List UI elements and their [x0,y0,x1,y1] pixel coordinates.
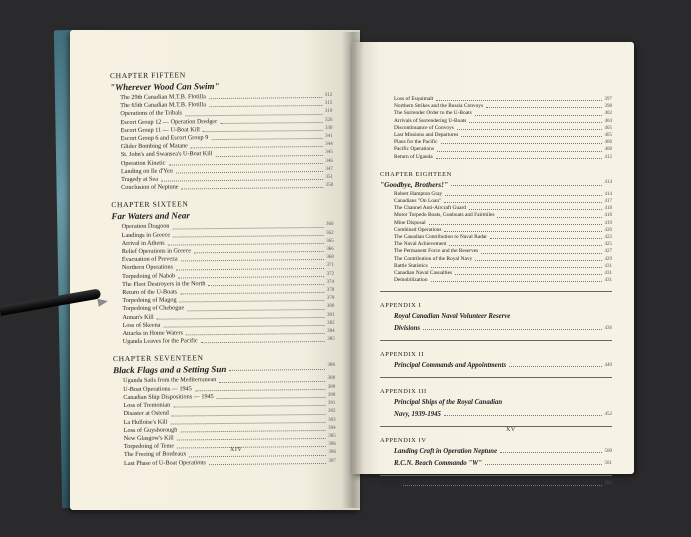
dot-leader [186,328,324,336]
entry-title: Landings in Greece [121,231,171,239]
appendix-title [380,312,612,321]
dot-leader [176,262,324,270]
dot-leader [182,182,323,190]
toc-entry [111,182,333,193]
appendix-title-text: Navy, 1939-1945 [394,411,441,419]
dot-leader [509,361,601,367]
dot-leader [429,220,602,225]
entry-page: 312 [324,92,333,98]
entry-title: Robert Hampton Gray [394,190,443,197]
entry-page: 395 [328,433,336,439]
entry-title: Pacific Operations [394,146,434,153]
entry-title: Conclusion of Neptune [121,183,179,192]
dot-leader [486,103,601,108]
entry-page: 385 [327,337,335,343]
entry-page: 402 [604,111,612,117]
dot-leader [431,277,602,282]
dot-leader [189,449,325,457]
dot-leader [178,271,323,279]
toc-entry [113,336,335,347]
entry-title: The Naval Achievement [394,241,447,248]
dot-leader [469,118,601,123]
dot-leader [220,117,322,124]
entry-title: Glider Bombing of Matane [120,142,188,151]
chapter-subtitle [110,80,332,92]
appendix-title-text: Principal Ships of the Royal Canadian [394,399,503,407]
dot-leader [431,263,602,268]
chapter-heading: CHAPTER EIGHTEEN [380,170,452,178]
dot-leader [180,287,324,295]
entry-page: 397 [604,97,612,102]
toc-entry [380,103,612,110]
entry-page: 380 [326,304,335,310]
entry-page: 368 [326,255,334,261]
entry-title: Torpedoing of Chebogue [122,304,185,313]
entry-title: The Surrender Order to the U-Boats [394,110,472,117]
appendix-title-text: Landing Craft in Operation Neptune [394,448,498,456]
entry-page: 412 [604,154,612,160]
dot-leader [168,238,324,246]
entry-title: Loss of Guysborough [123,426,178,434]
dot-leader [173,230,323,238]
entry-page: 315 [324,101,333,107]
dot-leader [436,154,602,159]
entry-page: 347 [325,166,333,172]
entry-title: Operations of the Tribals [120,109,183,118]
entry-title: Uganda Leaves for the Pacific [122,337,198,346]
entry-title: Annan's Kill [122,313,154,321]
entry-title: The Channel Anti-Aircraft Guard [394,205,466,212]
entry-page: 414 [604,191,612,197]
dot-leader [195,384,325,392]
entry-page: 358 [325,183,334,189]
chapter-subtitle-text: Far Waters and Near [111,210,190,222]
entry-page: 392 [327,409,336,415]
dot-leader [168,158,322,166]
entry-title: The 29th Canadian M.T.B. Flotilla [120,93,206,102]
right-folio: XV [506,427,516,433]
toc-entry [380,270,612,277]
entry-title: Plans for the Pacific [394,139,438,146]
entry-page: 418 [604,213,612,219]
toc-entry [380,248,612,255]
dot-leader [437,146,602,151]
index-entry [380,480,612,487]
dot-leader [173,400,325,408]
entry-page: 436 [604,326,612,332]
dot-leader [172,221,323,229]
entry-page: 374 [326,279,335,285]
entry-title: New Glasgow's Kill [123,434,174,442]
entry-page: 346 [325,158,333,164]
entry-page: 398 [604,104,612,110]
toc-entry [380,110,612,117]
appendix-heading: APPENDIX I [380,302,422,310]
entry-title: Return of the U-Boats [122,288,178,297]
entry-title: Battle Statistics [394,262,428,269]
dot-leader [172,408,325,416]
appendix-title-text: Royal Canadian Naval Volunteer Reserve [394,313,511,321]
dot-leader [185,108,322,116]
divider [380,291,612,292]
appendix-title [380,459,612,468]
entry-title: Attacks in Home Waters [122,329,184,338]
entry-page: 365 [326,238,334,244]
entry-page: 388 [327,363,336,369]
dot-leader [461,132,601,137]
entry-page: 362 [326,230,334,236]
entry-title: Disaster at Ostend [123,409,169,418]
dot-leader [211,133,322,140]
entry-title: The Contribution of the Royal Navy [394,255,473,262]
toc-entry [380,256,612,263]
appendix-heading: APPENDIX IV [380,437,427,445]
entry-title: Evacuation of Preveza [121,255,178,264]
appendix-title [380,398,612,407]
entry-page: 440 [604,363,612,369]
dot-leader [481,248,601,253]
entry-page: 330 [325,125,333,131]
dot-leader [423,324,601,330]
entry-title: Loss of Trentonian [123,401,171,410]
dot-leader [403,480,602,485]
chapter-subtitle-text: "Goodbye, Brothers!" [380,179,449,189]
entry-title: Motor Torpedo Boats, Gunboats and Fairmiles [394,212,495,219]
entry-title: Operation Kinetic [120,159,166,167]
toc-entry [380,241,612,248]
dot-leader [201,336,325,343]
appendix-title-text: R.C.N. Beach Commando "W" [394,460,482,468]
entry-title: Mine Disposal [394,219,426,226]
entry-title: Return of Uganda [394,153,433,160]
entry-title: Last Phase of U-Boat Operations [123,458,206,467]
entry-page: 396 [328,441,336,448]
dot-leader [457,125,602,130]
left-toc [110,69,336,468]
divider [380,340,612,341]
entry-title: Canadians "On Loan" [394,198,442,205]
dot-leader [229,363,324,371]
entry-title: U-Boat Operations — 1945 [123,385,192,393]
entry-title: Escort Group 11 — U-Boat Kill [120,126,200,134]
entry-title: Tragedy at Sea [121,175,158,184]
entry-page: 319 [324,109,333,115]
entry-page: 418 [604,206,612,212]
dot-leader [445,191,601,196]
entry-title: Last Missions and Departures [394,132,459,139]
left-folio: XIV [230,447,243,453]
entry-page: 431 [604,278,612,284]
dot-leader [475,256,601,261]
entry-title: Landing on Ile d'Yeu [120,167,173,175]
entry-title: Escort Group 6 and Escort Group 9 [120,134,209,143]
dot-leader [441,139,602,144]
entry-page: 417 [604,199,612,205]
entry-page: 388 [327,376,336,382]
dot-leader [444,410,602,416]
entry-page: 351 [325,174,334,180]
entry-title: Canadian Naval Casualties [394,270,453,277]
appendix-title [380,324,612,333]
toc-entry [380,234,612,241]
dot-leader [170,416,325,424]
entry-page: 393 [328,417,336,423]
toc-entry [380,212,612,219]
book-gutter [342,32,364,508]
index-label: INDEX [380,480,400,488]
entry-page: 431 [604,271,612,277]
entry-page: 429 [604,256,612,262]
entry-page: 345 [325,150,333,156]
entry-title: Arrival in Athens [121,239,165,247]
entry-page: 391 [327,400,336,407]
dot-leader [451,180,601,186]
dot-leader [444,227,601,232]
appendix-title-text: Divisions [394,325,421,333]
entry-page: 372 [326,271,335,277]
dot-leader [194,246,323,254]
entry-page: 427 [604,249,612,255]
entry-page: 360 [326,222,334,228]
entry-page: 382 [327,320,335,326]
entry-title: Combined Operations [394,226,442,233]
toc-entry [380,277,612,284]
dot-leader [176,166,323,174]
entry-page: 341 [325,133,333,139]
entry-page: 394 [328,425,336,431]
toc-entry [380,125,612,132]
entry-title: Uganda Sails from the Mediterranean [123,376,217,385]
entry-page: 452 [604,412,612,418]
toc-entry [380,146,612,153]
entry-page: 371 [326,263,335,269]
dot-leader [208,279,323,286]
entry-page: 431 [604,263,612,269]
dot-leader [215,149,322,156]
appendix-title [380,361,612,370]
entry-title: The Permanent Force and the Reserves [394,248,479,255]
dot-leader [475,110,602,115]
entry-title: The 65th Canadian M.T.B. Flotilla [120,101,206,110]
entry-page: 397 [328,458,337,464]
entry-title: Escort Group 12 — Operation Dredger [120,117,218,126]
toc-entry [380,220,612,227]
appendix-title [380,447,612,456]
dot-leader [449,241,601,246]
dot-leader [444,198,601,203]
dot-leader [191,141,322,149]
dot-leader [157,312,324,320]
dot-leader [436,96,601,101]
entry-page: 344 [325,142,333,148]
toc-entry [380,118,612,125]
appendix-title-text: Principal Commands and Appointments [394,362,507,370]
dot-leader [485,459,602,465]
appendix-heading: APPENDIX II [380,351,425,359]
toc-entry [380,227,612,234]
entry-page: 405 [604,133,612,139]
entry-page: 390 [327,392,336,398]
entry-page: 384 [327,328,335,334]
entry-title: Northern Strikes and the Russia Convoys [394,103,484,110]
toc-entry [380,191,612,198]
chapter-subtitle-text: Black Flags and a Setting Sun [113,364,227,376]
dot-leader [217,392,325,399]
entry-title: Torpedoing of Teme [123,442,175,451]
entry-title: Discontinuance of Convoys [394,124,454,131]
entry-title: Loss of Esquimalt [394,96,434,102]
entry-title: Torpedoing of Magog [122,296,177,305]
toc-entry [380,154,612,161]
dot-leader [163,320,324,328]
entry-page: 502 [604,481,612,487]
entry-page: 396 [328,450,336,456]
chapter-heading: CHAPTER SIXTEEN [111,199,189,210]
entry-page: 366 [326,246,334,252]
chapter-heading: CHAPTER SEVENTEEN [112,353,204,364]
dot-leader [161,174,323,182]
dot-leader [209,457,326,464]
entry-page: 389 [327,384,336,390]
entry-title: Operation Dragoon [121,222,170,231]
entry-title: La Hulloise's Kill [123,418,168,426]
pen-tip [97,297,108,307]
dot-leader [209,92,322,99]
dot-leader [209,100,322,107]
entry-title: The Canadian Contribution to Naval Radar [394,234,487,241]
chapter-subtitle [113,363,335,375]
divider [380,475,612,476]
dot-leader [469,205,602,210]
dot-leader [455,270,601,275]
entry-page: 425 [604,242,612,248]
appendix-title [380,410,612,419]
dot-leader [490,234,602,239]
divider [380,426,612,427]
dot-leader [187,303,324,311]
dot-leader [180,425,325,433]
entry-page: 381 [326,312,335,318]
toc-entry [380,263,612,270]
toc-entry [380,205,612,212]
entry-title: The Freeing of Bordeaux [123,450,187,459]
entry-page: 326 [324,117,333,123]
entry-page: 501 [604,461,612,467]
entry-page: 414 [604,179,612,185]
entry-title: Canadian Ship Dispositions — 1945 [123,392,214,401]
chapter-heading: CHAPTER FIFTEEN [109,70,186,81]
chapter-subtitle-text: "Wherever Wood Can Swim" [110,81,220,93]
dot-leader [203,125,322,132]
right-toc [380,96,612,488]
appendix-heading: APPENDIX III [380,388,427,396]
dot-leader [219,375,324,382]
entry-title: Northern Operations [121,263,174,272]
entry-title: Loss of Skeena [122,321,161,329]
dot-leader [177,441,325,449]
entry-title: Arrivals of Surrendering U-Boats [394,117,467,124]
toc-entry [380,96,612,103]
entry-page: 419 [604,220,612,226]
entry-page: 422 [604,235,612,241]
divider [380,377,612,378]
entry-title: Relief Operations in Greece [121,247,192,256]
dot-leader [500,447,601,453]
entry-page: 405 [604,125,612,131]
entry-page: 408 [604,147,612,153]
entry-title: The Fleet Destroyers in the North [122,280,206,288]
entry-page: 420 [604,227,612,233]
dot-leader [497,212,601,217]
entry-page: 378 [326,287,335,293]
entry-page: 500 [604,449,612,455]
entry-title: Demobilization [394,277,428,284]
chapter-subtitle [111,209,333,221]
dot-leader [181,254,324,262]
entry-title: St. John's and Swansea's U-Boat Kill [120,150,213,159]
entry-title: Torpedoing of Nabob [122,272,176,280]
entry-page: 406 [604,140,612,146]
dot-leader [180,295,324,303]
dot-leader [177,433,326,441]
entry-page: 379 [326,296,335,302]
entry-page: 404 [604,118,612,124]
chapter-subtitle [380,180,612,189]
